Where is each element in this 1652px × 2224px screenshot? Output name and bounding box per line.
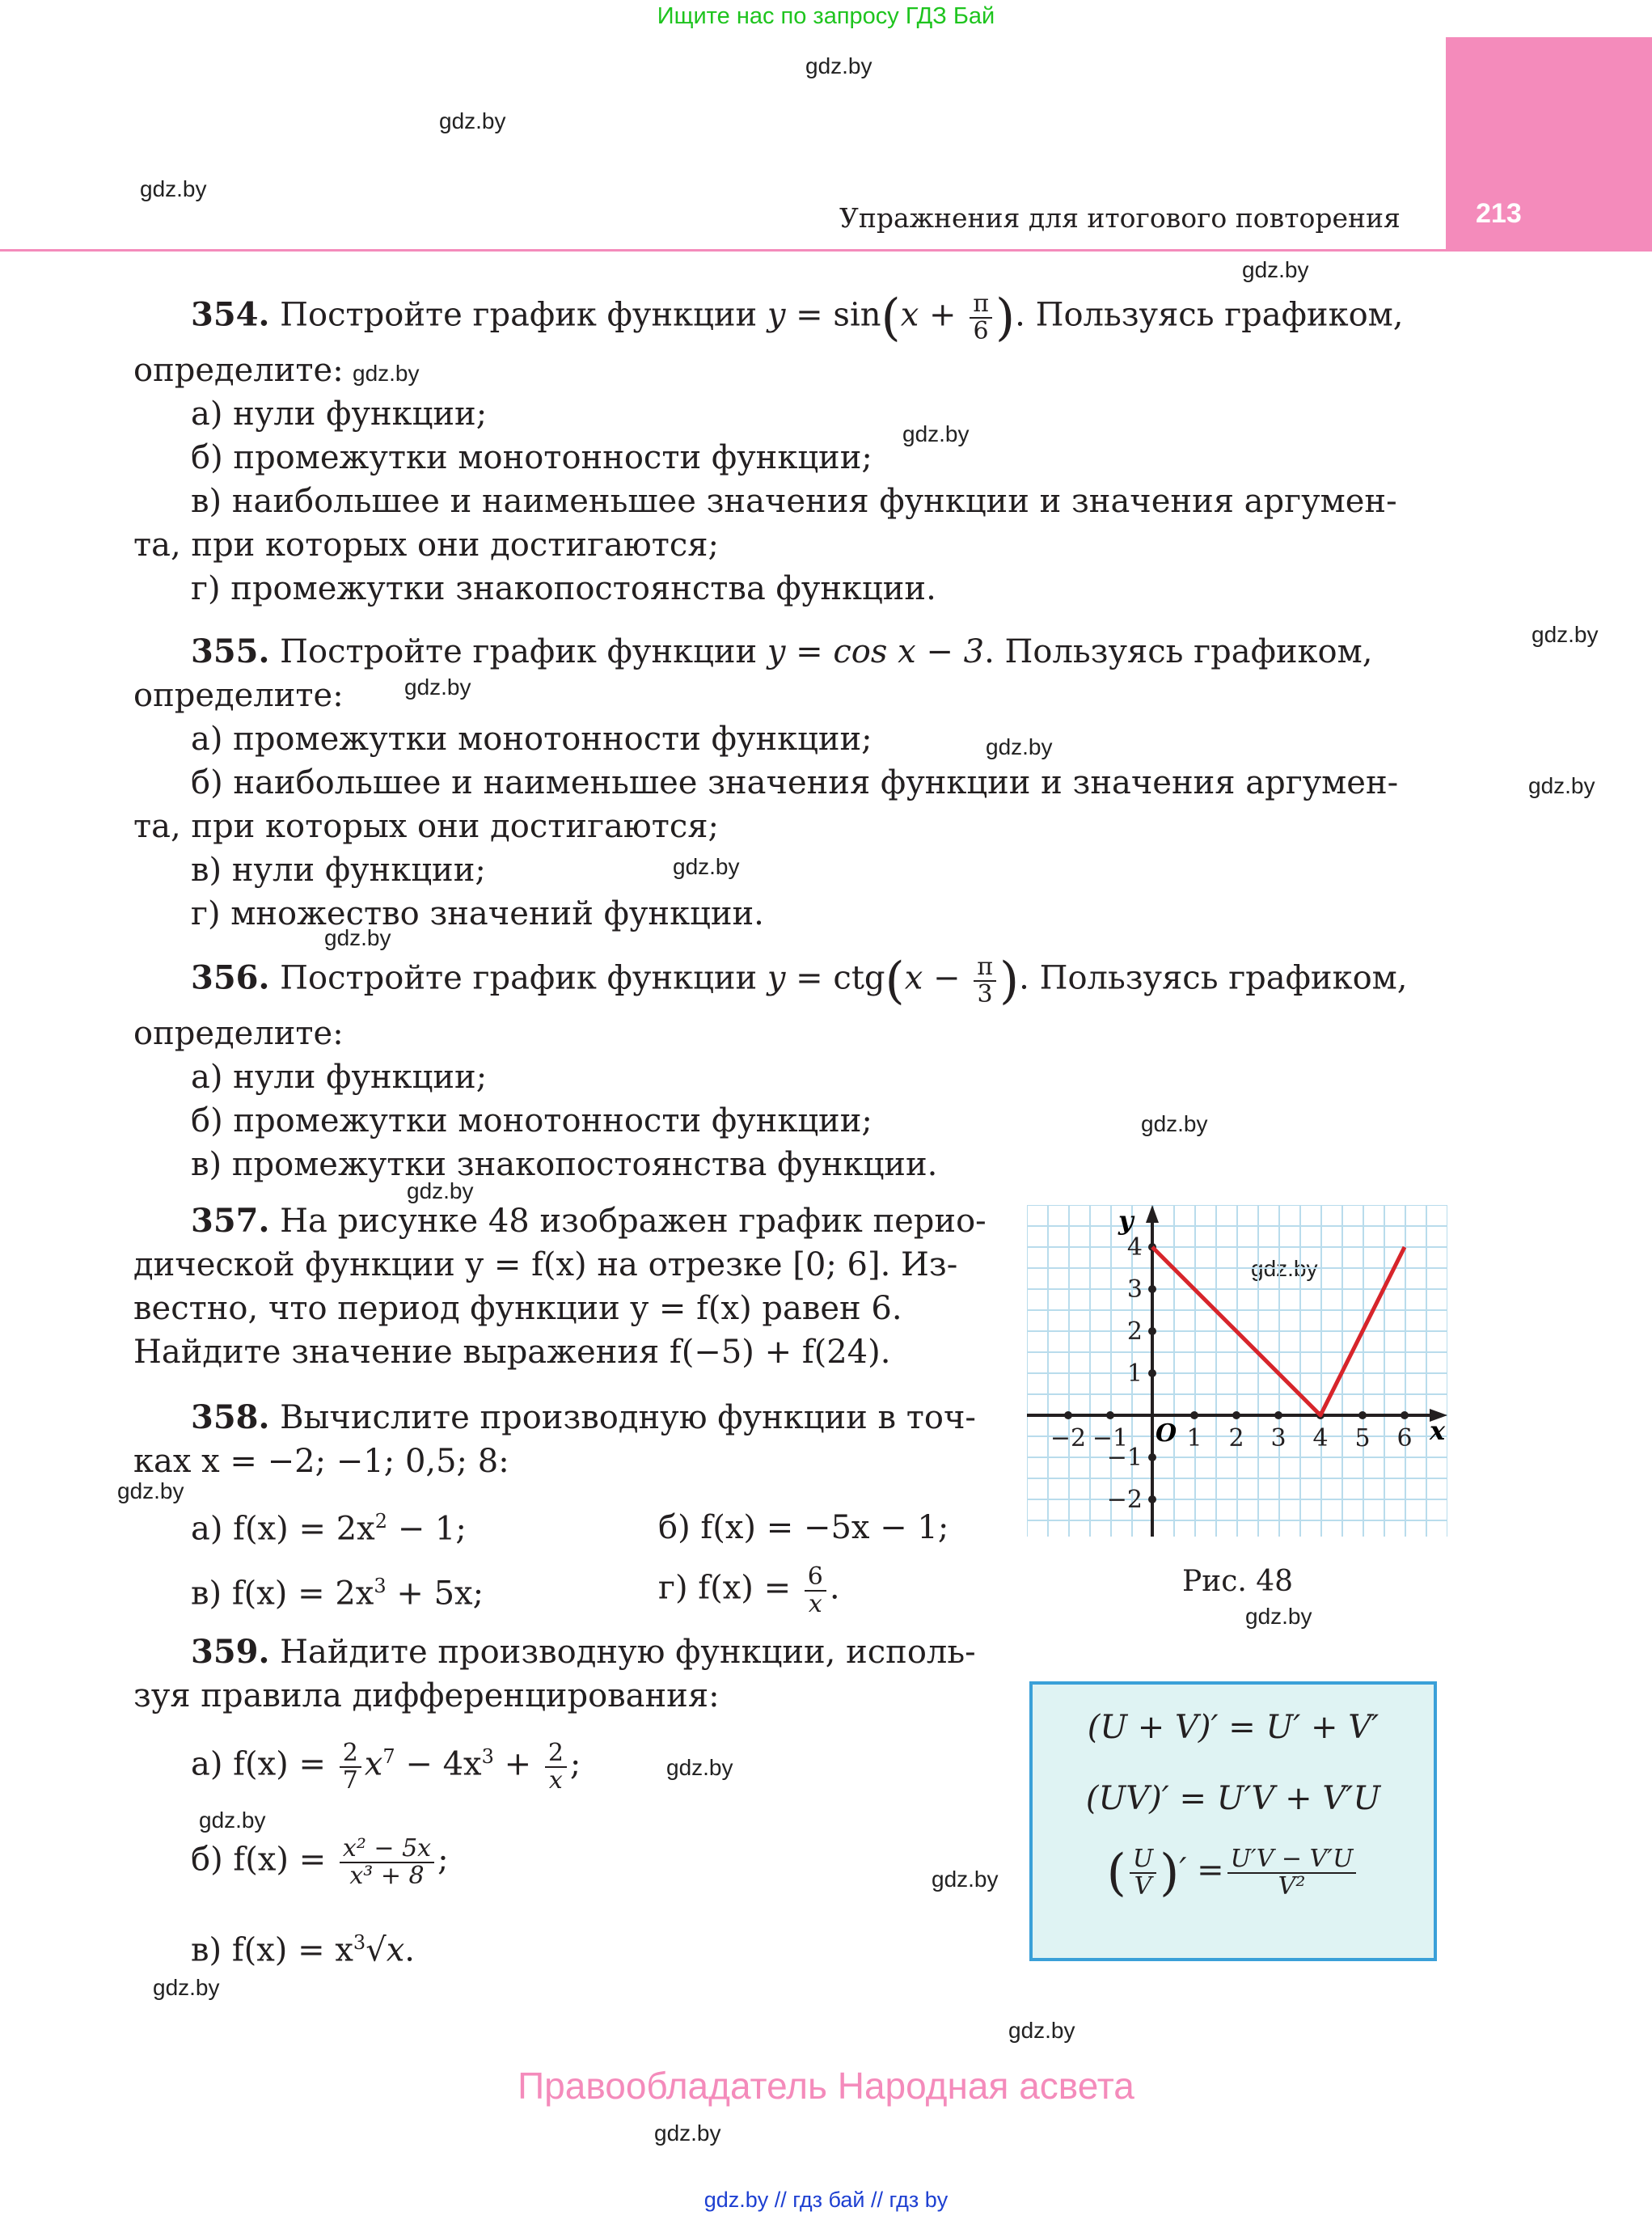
figure-caption: Рис. 48 <box>1182 1565 1294 1598</box>
y-axis-label: y <box>1118 1205 1134 1236</box>
x-tick-dot <box>1358 1411 1367 1419</box>
ex355-item-a: а) промежутки монотонности функции; <box>191 721 872 758</box>
ex355-line1: 355. Постройте график функции y = cos x − 3. Пользуясь графиком, <box>191 632 1373 670</box>
ex354-line2: определите: <box>133 352 344 389</box>
x-tick-label: −2 <box>1050 1424 1087 1452</box>
watermark: gdz.by <box>1528 773 1595 798</box>
x-tick-dot <box>1064 1411 1072 1419</box>
ex355-item-b1: б) наибольшее и наименьшее значения функции и значения аргумен- <box>191 764 1399 801</box>
ex356-item-b: б) промежутки монотонности функции; <box>191 1102 872 1139</box>
ex358-line1: 358. Вычислите производную функции в точ- <box>191 1398 976 1436</box>
ex355-item-d: г) множество значений функции. <box>191 895 764 932</box>
x-tick-label: 4 <box>1312 1424 1329 1452</box>
y-axis-arrow <box>1146 1205 1159 1223</box>
ex359-line1: 359. Найдите производную функции, исполь- <box>191 1633 976 1671</box>
x-tick-dot <box>1106 1411 1114 1419</box>
top-search-link[interactable]: Ищите нас по запросу ГДЗ Бай <box>657 3 995 29</box>
y-tick-label: −2 <box>1106 1486 1143 1514</box>
x-tick-label: 6 <box>1396 1424 1413 1452</box>
y-tick-label: 4 <box>1126 1233 1143 1262</box>
ex358-item-b: б) f(x) = −5x − 1; <box>658 1509 949 1546</box>
watermark: gdz.by <box>1251 1256 1318 1281</box>
ex359-item-c: в) $f(x) = x^3√x$. <box>191 1931 415 1969</box>
ex357-line3: вестно, что период функции y = f(x) равен 6. <box>133 1290 902 1327</box>
watermark: gdz.by <box>986 734 1053 759</box>
watermark: gdz.by <box>439 108 506 133</box>
ex358-item-d: г) f(x) = $\frac{6}{x}$ . <box>658 1562 840 1618</box>
watermark: gdz.by <box>353 361 420 386</box>
ex357-line4: Найдите значение выражения f(−5) + f(24). <box>133 1334 891 1371</box>
header-divider <box>0 249 1446 252</box>
ex355-item-b2: та, при которых они достигаются; <box>133 808 719 845</box>
watermark: gdz.by <box>140 176 207 201</box>
watermark: gdz.by <box>324 925 391 950</box>
x-tick-label: −1 <box>1092 1424 1129 1452</box>
ex356-item-a: а) нули функции; <box>191 1059 488 1096</box>
x-tick-dot <box>1401 1411 1409 1419</box>
quotient-rule: ( $\frac{U}{V}$ )′ = $\frac{U'V - V'U}{\text{V²}}$ <box>1033 1846 1434 1899</box>
y-tick-label: 1 <box>1126 1359 1143 1388</box>
watermark: gdz.by <box>407 1178 474 1203</box>
ex356-line2: определите: <box>133 1015 344 1052</box>
ex359-item-b: б) f(x) = $\frac{\text{x² − 5x}}{\text{x³ + 8}}$ ; <box>191 1834 449 1890</box>
watermark: gdz.by <box>932 1867 999 1892</box>
figure-48-graph <box>1027 1205 1447 1537</box>
x-tick-dot <box>1232 1411 1240 1419</box>
ex358-line2: ках x = −2; −1; 0,5; 8: <box>133 1443 509 1480</box>
ex354-item-d: г) промежутки знакопостоянства функции. <box>191 570 936 607</box>
ex358-item-a: а) $f(x) = 2x^2 - 1$; <box>191 1510 467 1548</box>
x-tick-label: 1 <box>1186 1424 1202 1452</box>
ex354-item-b: б) промежутки монотонности функции; <box>191 439 872 476</box>
bottom-links[interactable]: gdz.by // гдз бай // гдз by <box>703 2188 949 2212</box>
ex358-item-c: в) $f(x) = 2x^3 + 5x$; <box>191 1575 484 1613</box>
watermark: gdz.by <box>805 53 872 78</box>
y-tick-dot <box>1148 1327 1156 1335</box>
sum-rule: (U + V)′ = U′ + V′ <box>1087 1709 1379 1746</box>
watermark: gdz.by <box>654 2120 721 2146</box>
ex359-item-a: а) f(x) = $\frac{2}{7}$ $x^7 - 4x^3$ + $\frac{2}{x}$ ; <box>191 1739 581 1795</box>
graph-grid <box>1027 1205 1447 1537</box>
x-tick-dot <box>1190 1411 1198 1419</box>
watermark: gdz.by <box>1245 1604 1312 1629</box>
watermark: gdz.by <box>1532 622 1599 647</box>
ex354-item-c1: в) наибольшее и наименьшее значения функции и значения аргумен- <box>191 483 1397 520</box>
ex355-item-c: в) нули функции; <box>191 852 486 889</box>
y-tick-dot <box>1148 1495 1156 1503</box>
ex354-line1: 354. Постройте график функции y = sin(x + $\frac{\pi}{6}$ ). Пользуясь графиком, <box>191 287 1404 347</box>
watermark: gdz.by <box>199 1808 266 1833</box>
x-tick-dot <box>1274 1411 1282 1419</box>
x-tick-label: 3 <box>1270 1424 1287 1452</box>
ex355-line2: определите: <box>133 677 344 714</box>
x-tick-label: 2 <box>1228 1424 1244 1452</box>
watermark: gdz.by <box>1242 257 1309 282</box>
copyright-owner: Правообладатель Народная асвета <box>518 2065 1134 2107</box>
derivative-rules-box <box>1029 1681 1437 1961</box>
watermark: gdz.by <box>404 674 471 700</box>
watermark: gdz.by <box>902 421 970 446</box>
watermark: gdz.by <box>666 1755 733 1780</box>
ex354-item-c2: та, при которых они достигаются; <box>133 526 719 564</box>
y-tick-dot <box>1148 1453 1156 1461</box>
product-rule: (UV)′ = U′V + V′U <box>1085 1780 1381 1817</box>
y-tick-dot <box>1148 1369 1156 1377</box>
watermark: gdz.by <box>117 1478 184 1503</box>
page-number: 213 <box>1476 198 1522 229</box>
ex357-line1: 357. На рисунке 48 изображен график перио- <box>191 1202 987 1240</box>
ex357-line2: дической функции y = f(x) на отрезке [0; 6]. Из- <box>133 1246 958 1283</box>
y-tick-label: 3 <box>1126 1275 1143 1304</box>
y-tick-label: −1 <box>1106 1444 1143 1472</box>
ex359-line2: зуя правила дифференцирования: <box>133 1677 720 1715</box>
origin-label: O <box>1156 1419 1177 1448</box>
y-tick-label: 2 <box>1126 1317 1143 1346</box>
watermark: gdz.by <box>673 854 740 879</box>
y-tick-dot <box>1148 1285 1156 1293</box>
running-head: Упражнения для итогового повторения <box>839 202 1401 234</box>
x-axis-label: x <box>1430 1415 1446 1446</box>
ex356-line1: 356. Постройте график функции y = ctg(x − $\frac{\pi}{3}$ ). Пользуясь графиком, <box>191 950 1408 1010</box>
watermark: gdz.by <box>1008 2018 1075 2043</box>
x-tick-label: 5 <box>1354 1424 1371 1452</box>
watermark: gdz.by <box>153 1975 220 2000</box>
ex354-item-a: а) нули функции; <box>191 395 488 433</box>
watermark: gdz.by <box>1141 1111 1208 1136</box>
ex356-item-c: в) промежутки знакопостоянства функции. <box>191 1146 938 1183</box>
